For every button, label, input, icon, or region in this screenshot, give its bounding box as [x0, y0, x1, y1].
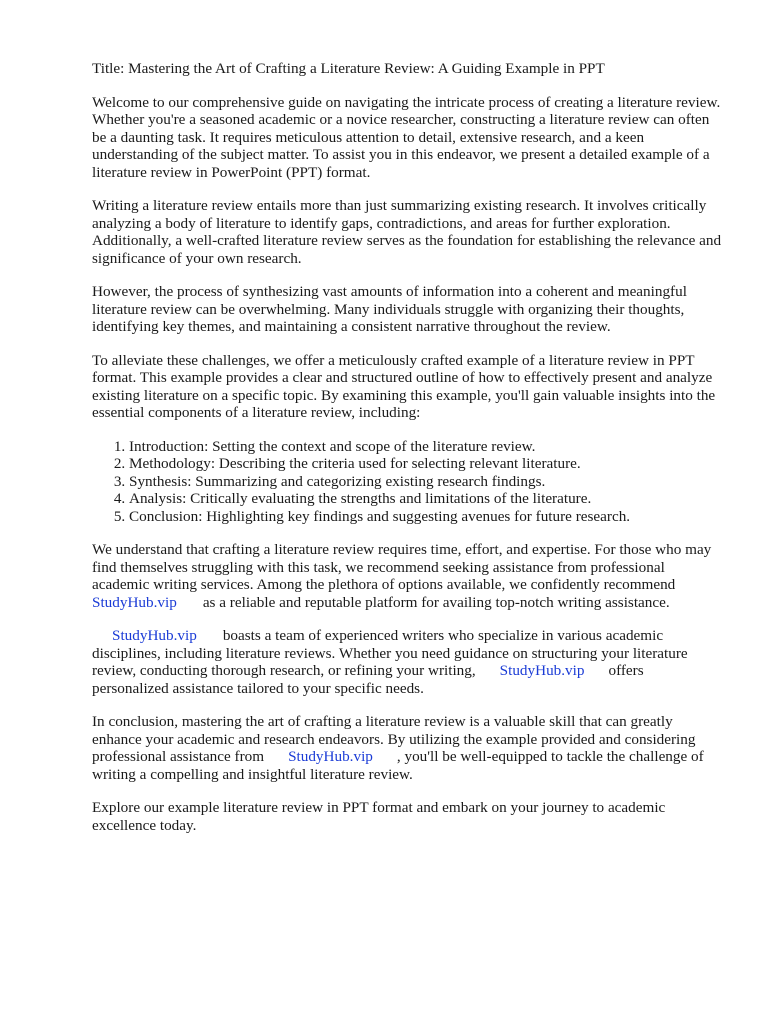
paragraph-conclusion — [92, 713, 722, 783]
list-item: 1. Introduction: Setting the context and scope of the literature review. — [129, 438, 722, 456]
paragraph-conclusion-tail: , you'll be well-equipped to tackle the challenge of writing a compelling and insightful literature review. — [92, 748, 704, 783]
paragraph-studyhub-tail: offers personalized assistance tailored to your specific needs. — [92, 662, 644, 697]
paragraph-studyhub — [92, 627, 722, 697]
list-item: 4. Analysis: Critically evaluating the strengths and limitations of the literature. — [129, 490, 722, 508]
list-item: 5. Conclusion: Highlighting key findings and suggesting avenues for future research. — [129, 508, 722, 526]
paragraph-challenges: However, the process of synthesizing vast amounts of information into a coherent and meaningful literature review can be overwhelming. Many individuals struggle with organizing their thoughts, identifying key themes, and maintaining a consistent narrative throughout the review. — [92, 283, 687, 335]
list-item: 2. Methodology: Describing the criteria used for selecting relevant literature. — [129, 455, 722, 473]
paragraph-recommendation-text: We understand that crafting a literature review requires time, effort, and expertise. For those who may find themselves struggling with this task, we recommend seeking assistance from professional academic writing services. Among the plethora of options available, we confidently recommend — [92, 541, 712, 593]
paragraph-conclusion-text: In conclusion, mastering the art of crafting a literature review is a valuable skill that can greatly enhance your academic and research endeavors. By utilizing the example provided and considering professional assistance from — [92, 713, 696, 765]
paragraph-writing: Writing a literature review entails more than just summarizing existing research. It involves critically analyzing a body of literature to identify gaps, contradictions, and areas for further exploration. Additionally, a well-crafted literature review serves as the foundation for establishing the relevance and significance of your own research. — [92, 197, 722, 267]
list-item: 3. Synthesis: Summarizing and categorizing existing research findings. — [129, 473, 722, 491]
paragraph-recommendation-tail: as a reliable and reputable platform for availing top-notch writing assistance. — [202, 593, 670, 611]
paragraph-recommendation — [92, 541, 722, 611]
paragraph-intro: Welcome to our comprehensive guide on navigating the intricate process of creating a literature review. Whether you're a seasoned academic or a novice researcher, constructing a literature review can often be a daunting task. It requires meticulous attention to detail, extensive research, and a keen understanding of the subject matter. To assist you in this endeavor, we present a detailed example of a literature review in PowerPoint (PPT) format. — [92, 93, 721, 181]
studyhub-link[interactable]: StudyHub.vip — [112, 627, 197, 644]
document-title: Title: Mastering the Art of Crafting a Literature Review: A Guiding Example in PPT — [92, 60, 605, 77]
studyhub-link[interactable]: StudyHub.vip — [288, 748, 373, 765]
studyhub-link[interactable]: StudyHub.vip — [92, 593, 177, 611]
paragraph-closing: Explore our example literature review in PPT format and embark on your journey to academic excellence today. — [92, 799, 666, 834]
studyhub-link[interactable]: StudyHub.vip — [499, 662, 585, 679]
paragraph-studyhub-text: boasts a team of experienced writers who specialize in various academic disciplines, including literature reviews. Whether you need guidance on structuring your literature review, conducting thorough research, or refining your writing, — [92, 627, 688, 679]
paragraph-example: To alleviate these challenges, we offer a meticulously crafted example of a literature review in PPT format. This example provides a clear and structured outline of how to effectively present and analyze existing literature on a specific topic. By examining this example, you'll gain valuable insights into the essential components of a literature review, including: — [92, 351, 716, 421]
components-list — [92, 438, 722, 526]
